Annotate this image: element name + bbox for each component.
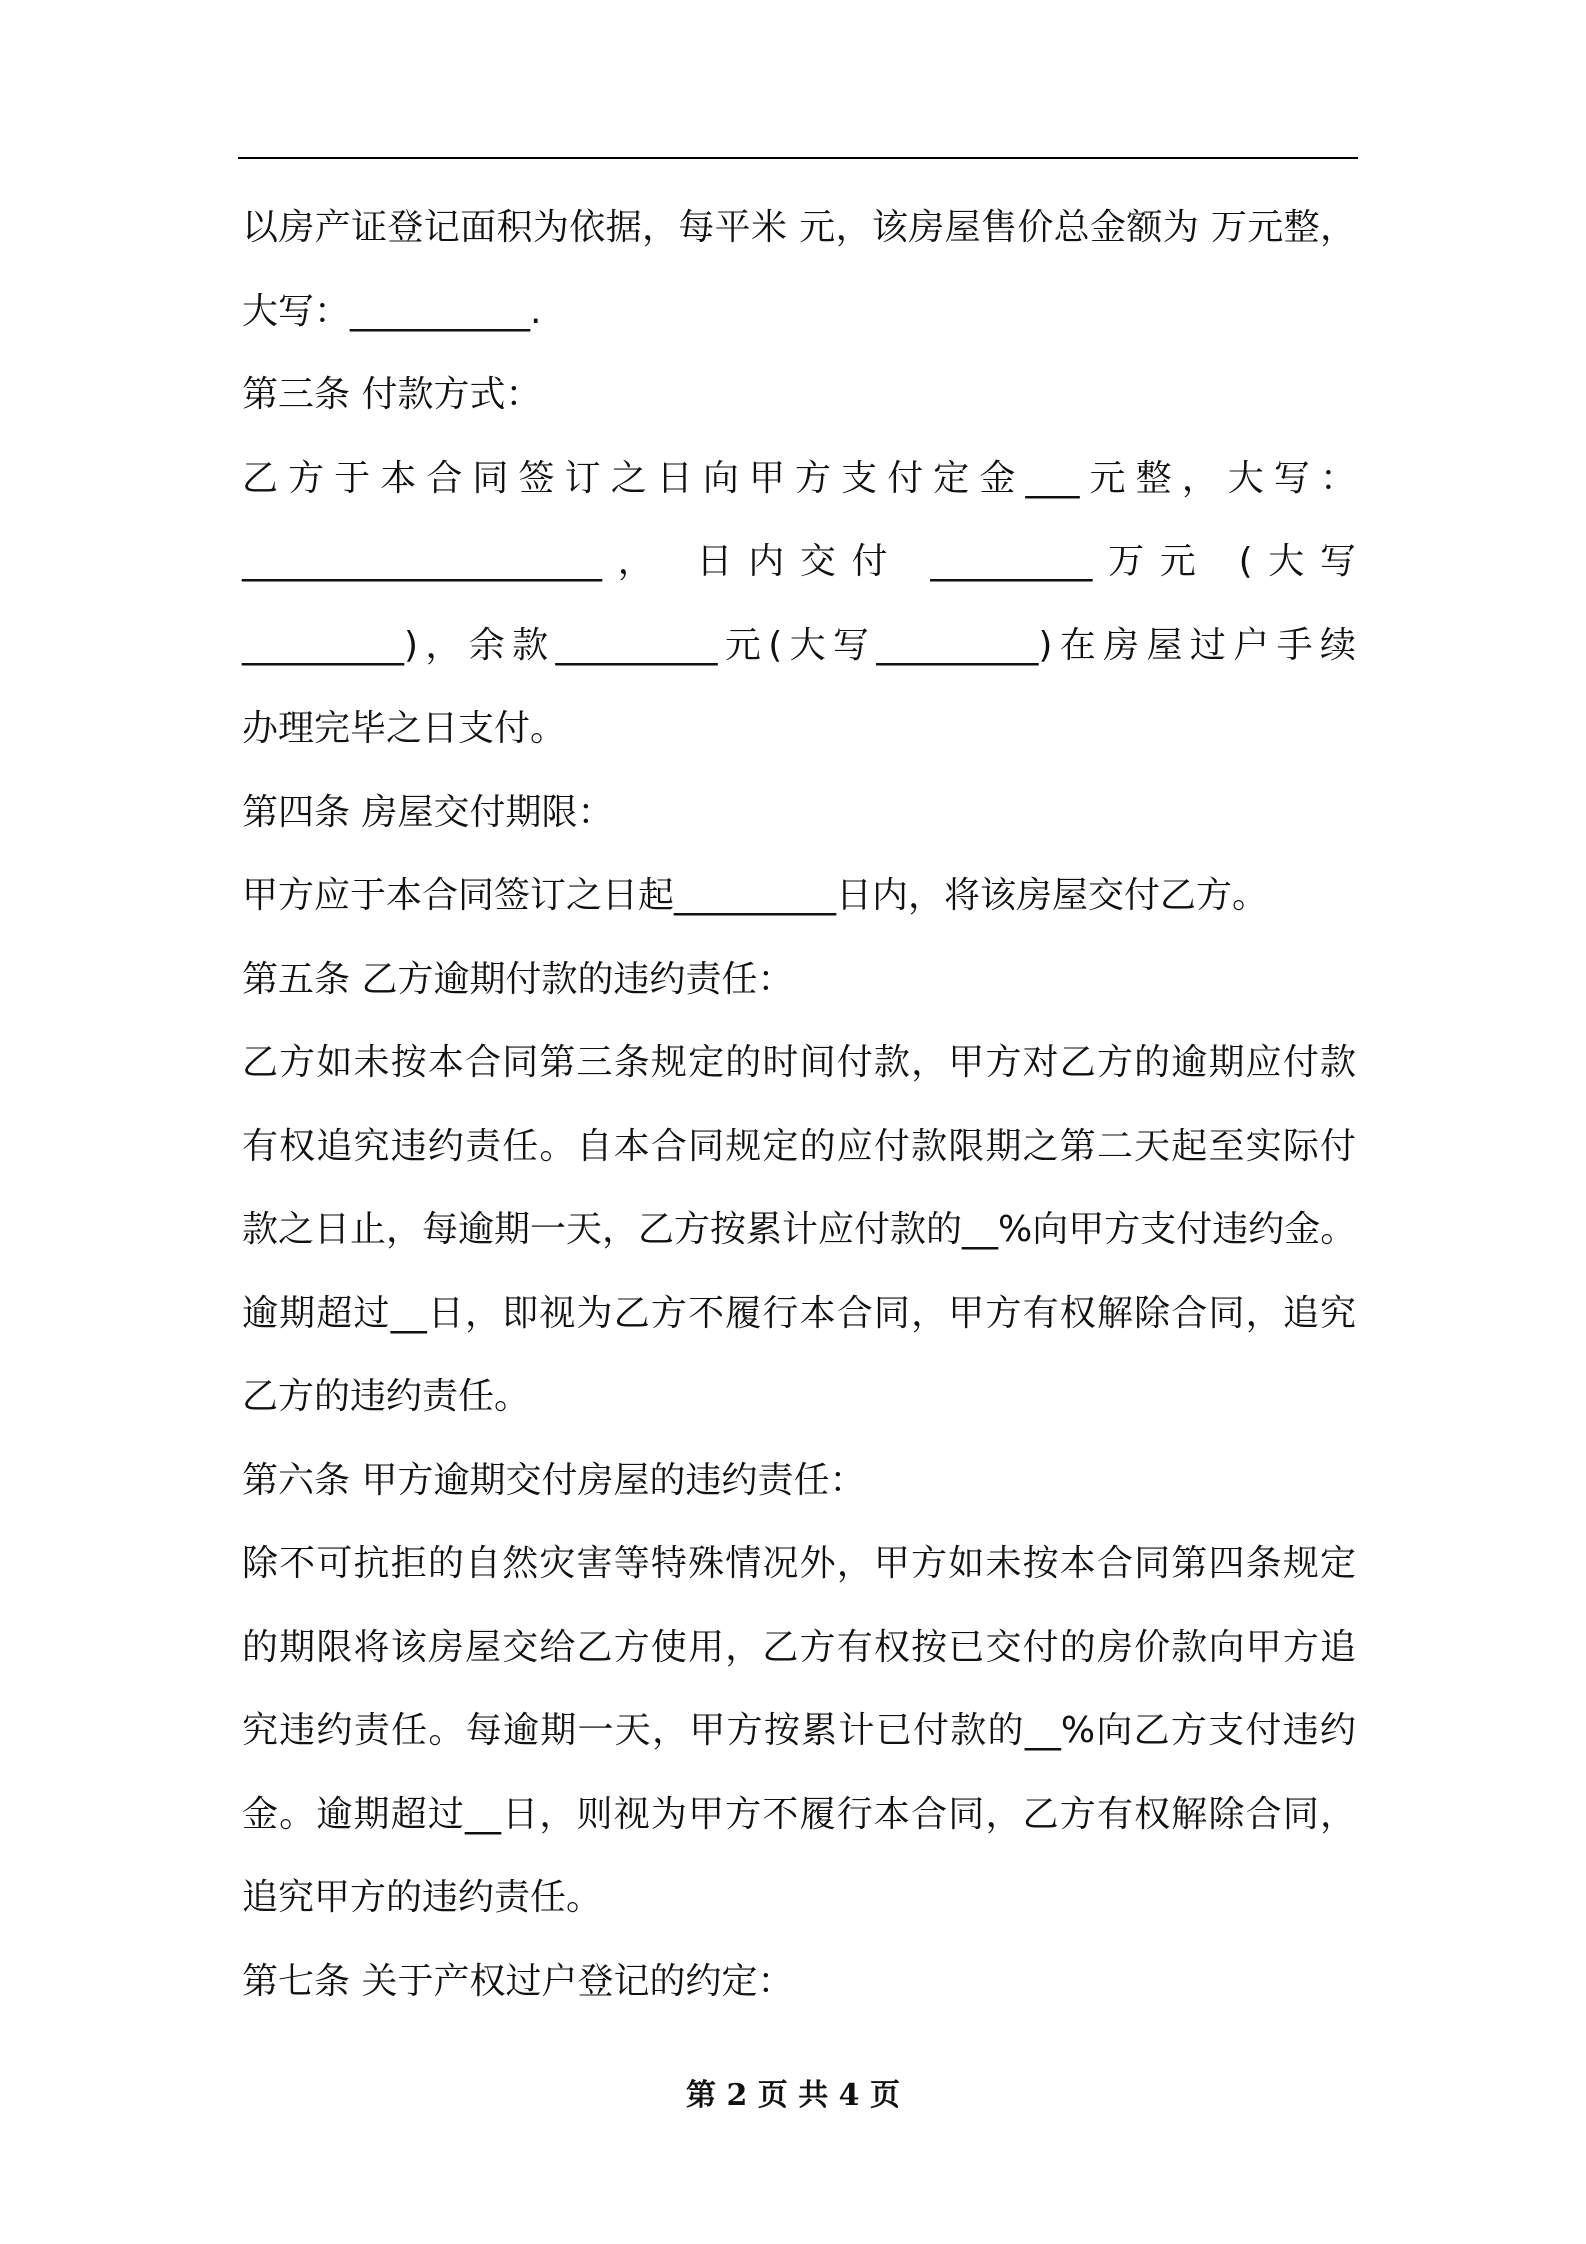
article-heading: 第七条 关于产权过户登记的约定：	[242, 1960, 794, 2002]
article-heading: 第五条 乙方逾期付款的违约责任：	[242, 958, 794, 1000]
text-line: 金。逾期超过__日，则视为甲方不履行本合同，乙方有权解除合同，	[242, 1793, 1356, 1835]
document-body	[242, 186, 1356, 2023]
text-line: 甲方应于本合同签订之日起_________日内，将该房屋交付乙方。	[242, 875, 1269, 916]
article-heading: 第四条 房屋交付期限：	[242, 791, 614, 833]
text-line: 以房产证登记面积为依据，每平米 元，该房屋售价总金额为 万元整，	[242, 207, 1356, 248]
text-line: 乙方的违约责任。	[242, 1376, 531, 1417]
text-line: 逾期超过__日，即视为乙方不履行本合同，甲方有权解除合同，追究	[242, 1292, 1356, 1334]
text-line: 的期限将该房屋交给乙方使用，乙方有权按已交付的房价款向甲方追	[242, 1626, 1356, 1668]
text-line: 办理完毕之日支付。	[242, 708, 567, 749]
text-line: 有权追究违约责任。自本合同规定的应付款限期之第二天起至实际付	[242, 1125, 1356, 1167]
text-line: ____________________， 日内交付 _________万元 (大写	[242, 541, 1356, 582]
header-rule	[238, 157, 1358, 159]
text-line: 款之日止，每逾期一天，乙方按累计应付款的__%向甲方支付违约金。	[242, 1209, 1357, 1250]
article-heading: 第六条 甲方逾期交付房屋的违约责任：	[242, 1459, 866, 1501]
page-number: 第 2 页 共 4 页	[686, 2078, 900, 2113]
text-line: _________)，余款_________元(大写_________)在房屋过户手续	[242, 624, 1356, 666]
text-line: 乙方于本合同签订之日向甲方支付定金___元整，大写：	[242, 457, 1356, 499]
text-line: 追究甲方的违约责任。	[242, 1877, 603, 1918]
article-heading: 第三条 付款方式：	[242, 374, 542, 415]
text-line: 乙方如未按本合同第三条规定的时间付款，甲方对乙方的逾期应付款	[242, 1042, 1356, 1083]
text-line: 究违约责任。每逾期一天，甲方按累计已付款的__%向乙方支付违约	[242, 1710, 1356, 1751]
text-line: 除不可抗拒的自然灾害等特殊情况外，甲方如未按本合同第四条规定	[242, 1543, 1356, 1584]
text-line: 大写：__________.	[242, 290, 542, 332]
